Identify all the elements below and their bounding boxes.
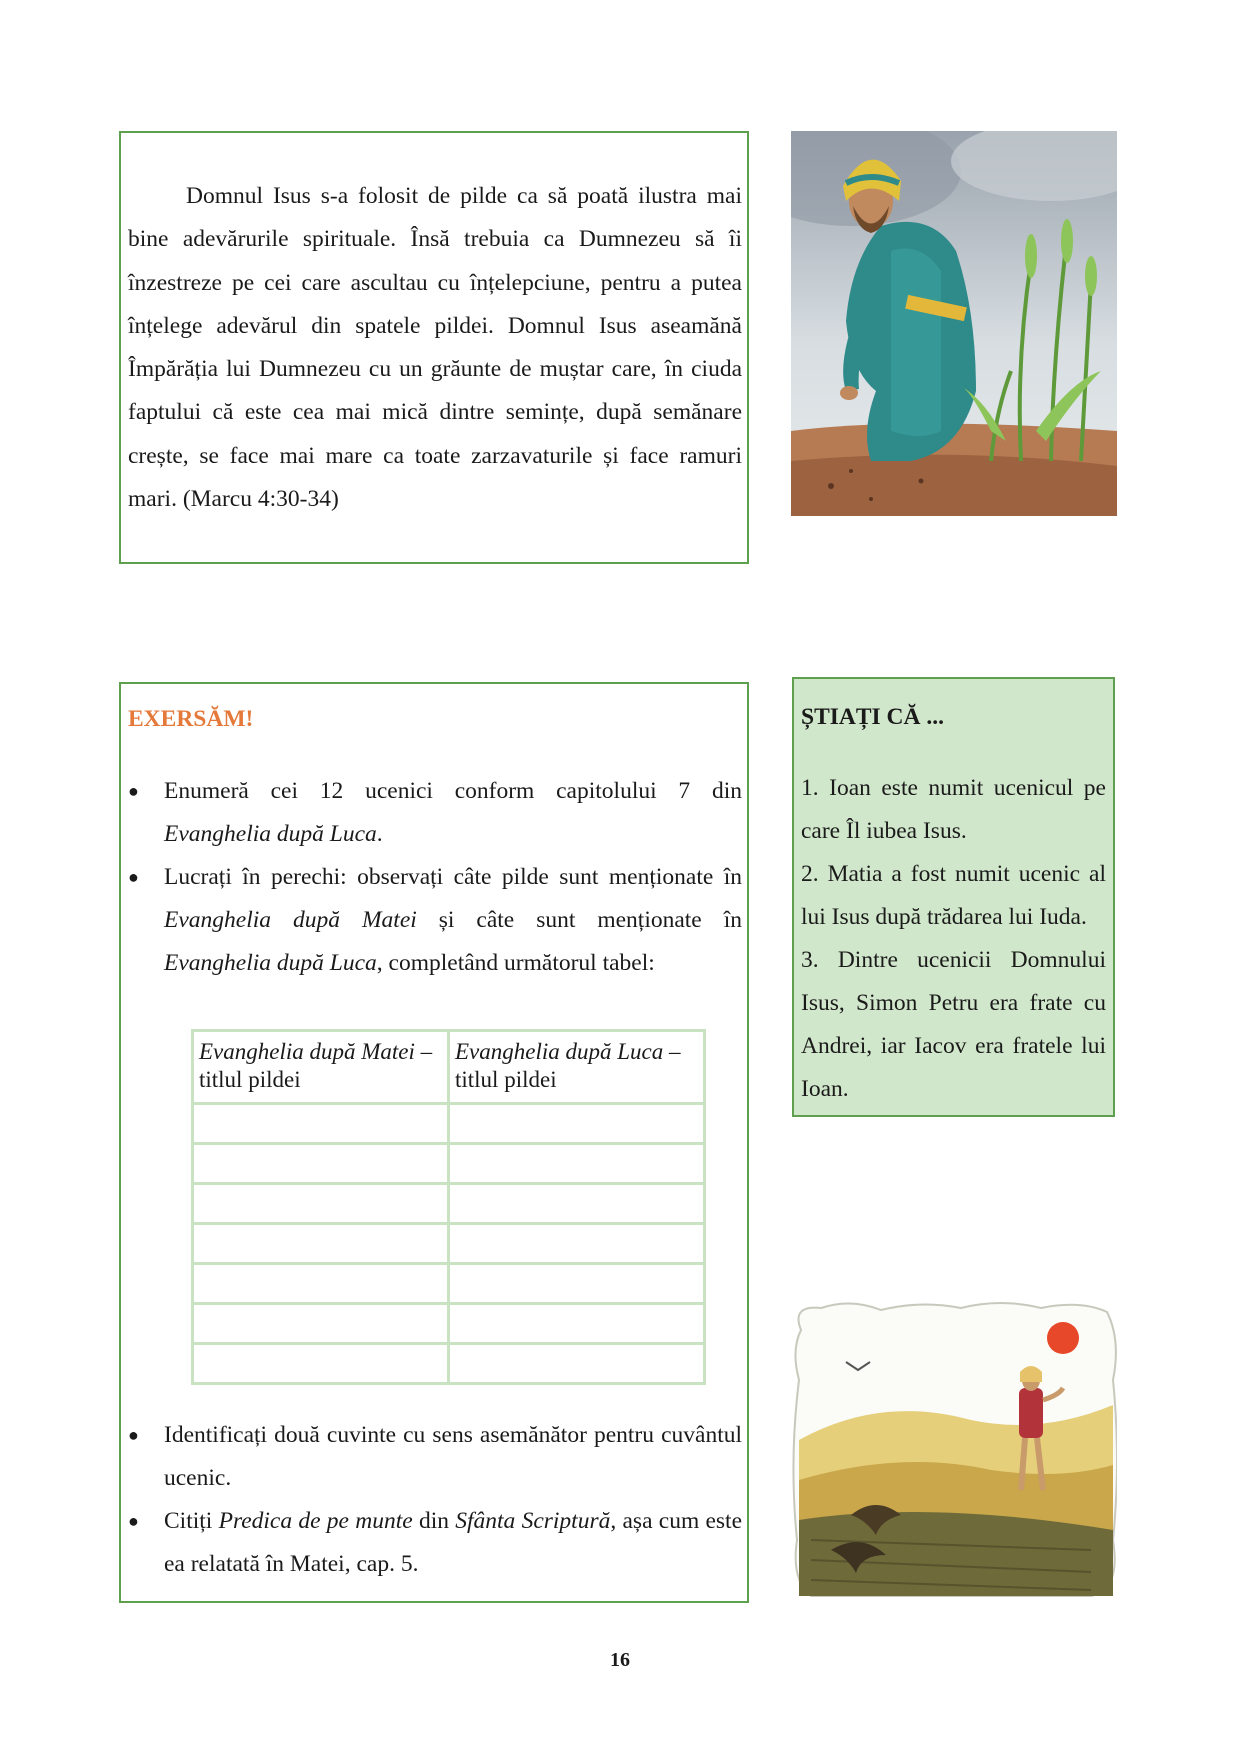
table-cell[interactable] xyxy=(193,1344,449,1384)
table-cell[interactable] xyxy=(193,1104,449,1144)
scripture-name: Sfânta Scriptură xyxy=(455,1508,611,1534)
exercise-item-synonyms: ● Identificați două cuvinte cu sens asemănător pentru cuvântul ucenic. xyxy=(128,1414,742,1500)
sower-kneeling-illustration xyxy=(791,131,1117,516)
parable-table xyxy=(191,1029,706,1385)
table-cell[interactable] xyxy=(449,1224,705,1264)
exercise-box xyxy=(119,682,749,1603)
table-row xyxy=(193,1304,705,1344)
table-row xyxy=(193,1104,705,1144)
did-you-know-box xyxy=(792,677,1115,1117)
fact-item: 2. Matia a fost numit ucenic al lui Isus după trădarea lui Iuda. xyxy=(801,861,1106,930)
table-cell[interactable] xyxy=(193,1304,449,1344)
fact-item: 1. Ioan este numit ucenicul pe care Îl iubea Isus. xyxy=(801,775,1106,844)
table-cell[interactable] xyxy=(449,1144,705,1184)
table-row xyxy=(193,1264,705,1304)
page-number: 16 xyxy=(610,1649,630,1671)
table-row xyxy=(193,1344,705,1384)
exercise-item-pairs: ● Lucrați în perechi: observați câte pilde sunt menționate în Evanghelia după Matei și câte sunt menționate în Evanghelia după Luca, completând următorul tabel: xyxy=(128,856,742,985)
sermon-title: Predica de pe munte xyxy=(218,1508,413,1534)
table-cell[interactable] xyxy=(449,1304,705,1344)
table-cell[interactable] xyxy=(193,1264,449,1304)
table-row xyxy=(193,1184,705,1224)
book-name: Evanghelia după Luca xyxy=(164,950,377,976)
table-cell[interactable] xyxy=(193,1184,449,1224)
fact-item: 3. Dintre ucenicii Domnului Isus, Simon Petru era frate cu Andrei, iar Iacov era fratele lui Ioan. xyxy=(801,947,1106,1102)
bullet-icon: ● xyxy=(128,1511,139,1531)
exercise-item-sermon: ● Citiți Predica de pe munte din Sfânta Scriptură, așa cum este ea relatată în Matei, cap. 5. xyxy=(128,1500,742,1586)
bullet-icon: ● xyxy=(128,781,139,801)
table-cell[interactable] xyxy=(449,1264,705,1304)
table-cell[interactable] xyxy=(449,1104,705,1144)
exercise-list xyxy=(128,1414,742,1586)
table-cell[interactable] xyxy=(449,1344,705,1384)
table-row xyxy=(193,1224,705,1264)
exercise-title: EXERSĂM! xyxy=(128,706,254,732)
exercise-item-list-disciples: ● Enumeră cei 12 ucenici conform capitolului 7 din Evanghelia după Luca. xyxy=(128,770,742,856)
bullet-icon: ● xyxy=(128,867,139,887)
table-row xyxy=(193,1144,705,1184)
table-header-luca: Evanghelia după Luca – titlul pildei xyxy=(449,1031,705,1104)
table-header-matei: Evanghelia după Matei – titlul pildei xyxy=(193,1031,449,1104)
did-you-know-list xyxy=(801,767,1106,1111)
table-cell[interactable] xyxy=(193,1224,449,1264)
book-name: Evanghelia după Luca xyxy=(164,821,377,847)
sower-field-illustration xyxy=(791,1300,1117,1602)
parable-passage-text: Domnul Isus s-a folosit de pilde ca să poată ilustra mai bine adevărurile spirituale. Însă trebuia ca Dumnezeu să îi înzestreze pe cei care ascultau cu înțelepciune, pentru a putea înțelege adevărul din spatele pildei. Domnul Isus aseamănă Împărăția lui Dumnezeu cu un grăunte de muștar care, în ciuda faptului că este cea mai mică dintre semințe, după semănare crește, se face mai mare ca toate zarzavaturile și face ramuri mari. (Marcu 4:30-34) xyxy=(128,183,742,513)
did-you-know-title: ȘTIAȚI CĂ ... xyxy=(801,704,944,730)
parable-passage-box xyxy=(119,131,749,564)
book-name: Evanghelia după Matei xyxy=(164,907,417,933)
exercise-list xyxy=(128,770,742,985)
bullet-icon: ● xyxy=(128,1425,139,1445)
table-cell[interactable] xyxy=(193,1144,449,1184)
table-cell[interactable] xyxy=(449,1184,705,1224)
